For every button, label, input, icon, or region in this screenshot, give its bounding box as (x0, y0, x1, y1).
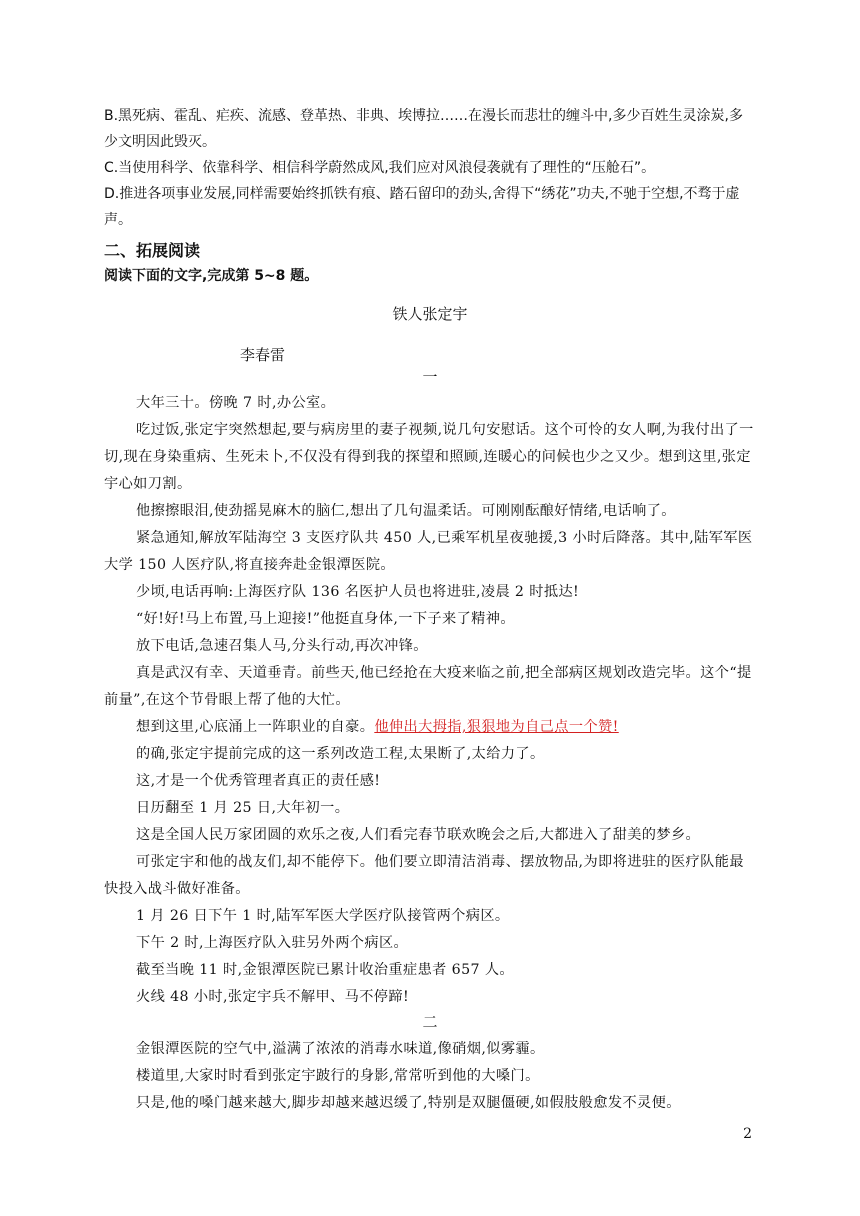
article-author: 李春雷 (240, 346, 286, 364)
reading-instruction: 阅读下面的文字,完成第 5~8 题。 (104, 268, 319, 284)
paragraph: 真是武汉有幸、天道垂青。前些天,他已经抢在大疫来临之前,把全部病区规划改造完毕。这个“提前量”,在这个节骨眼上帮了他的大忙。 (104, 665, 752, 708)
paragraph: 这是全国人民万家团圆的欢乐之夜,人们看完春节联欢晚会之后,大都进入了甜美的梦乡。 (136, 827, 701, 843)
paragraph: 下午 2 时,上海医疗队入驻另外两个病区。 (136, 935, 409, 951)
paragraph: 的确,张定宇提前完成的这一系列改造工程,太果断了,太给力了。 (136, 746, 545, 762)
paragraph: 截至当晚 11 时,金银潭医院已累计收治重症患者 657 人。 (136, 962, 515, 978)
paragraph: 放下电话,急速召集人马,分头行动,再次冲锋。 (136, 638, 428, 654)
paragraph: 火线 48 小时,张定宇兵不解甲、马不停蹄! (136, 989, 410, 1005)
option-d: D.推进各项事业发展,同样需要始终抓铁有痕、踏石留印的劲头,舍得下“绣花”功夫,不驰于空想,不骛于虚声。 (104, 186, 740, 228)
paragraph: 少顷,电话再响:上海医疗队 136 名医护人员也将进驻,凌晨 2 时抵达! (136, 584, 580, 600)
paragraph (104, 714, 754, 741)
paragraph: 只是,他的嗓门越来越大,脚步却越来越迟缓了,特别是双腿僵硬,如假肢般愈发不灵便。 (136, 1095, 681, 1111)
section-heading: 二、拓展阅读 (104, 241, 201, 260)
paragraph: 金银潭医院的空气中,溢满了浓浓的消毒水味道,像硝烟,似雾霾。 (136, 1041, 545, 1057)
paragraph: 紧急通知,解放军陆海空 3 支医疗队共 450 人,已乘军机星夜驰援,3 小时后降落。其中,陆军军医大学 150 人医疗队,将直接奔赴金银潭医院。 (104, 530, 753, 573)
article-title: 铁人张定宇 (392, 305, 468, 323)
part-number-two: 二 (422, 1013, 438, 1031)
paragraph: 可张定宇和他的战友们,却不能停下。他们要立即清洁消毒、摆放物品,为即将进驻的医疗队能最快投入战斗做好准备。 (104, 854, 744, 897)
option-c: C.当使用科学、依靠科学、相信科学蔚然成风,我们应对风浪侵袭就有了理性的“压舱石”。 (104, 160, 656, 176)
paragraph: 大年三十。傍晚 7 时,办公室。 (136, 395, 336, 411)
highlighted-sentence: 他伸出大拇指,狠狠地为自己点一个赞! (374, 719, 619, 735)
page-number: 2 (743, 1126, 752, 1142)
paragraph: 楼道里,大家时时看到张定宇跛行的身影,常常听到他的大嗓门。 (136, 1068, 540, 1084)
paragraph: 他擦擦眼泪,使劲摇晃麻木的脑仁,想出了几句温柔话。可刚刚酝酿好情绪,电话响了。 (136, 503, 676, 519)
part-number-one: 一 (422, 368, 438, 386)
paragraph: “好!好!马上布置,马上迎接!”他挺直身体,一下子来了精神。 (136, 611, 515, 627)
paragraph: 日历翻至 1 月 25 日,大年初一。 (136, 800, 350, 816)
paragraph: 这,才是一个优秀管理者真正的责任感! (136, 773, 381, 789)
paragraph-text: 想到这里,心底涌上一阵职业的自豪。 (136, 719, 375, 735)
paragraph: 1 月 26 日下午 1 时,陆军军医大学医疗队接管两个病区。 (136, 908, 510, 924)
option-b: B.黑死病、霍乱、疟疾、流感、登革热、非典、埃博拉……在漫长而悲壮的缠斗中,多少百姓生灵涂炭,多少文明因此毁灭。 (104, 108, 743, 150)
paragraph: 吃过饭,张定宇突然想起,要与病房里的妻子视频,说几句安慰话。这个可怜的女人啊,为我付出了一切,现在身染重病、生死未卜,不仅没有得到我的探望和照顾,连暖心的问候也少之又少。想到这里,张定宇心如刀割。 (104, 422, 754, 492)
